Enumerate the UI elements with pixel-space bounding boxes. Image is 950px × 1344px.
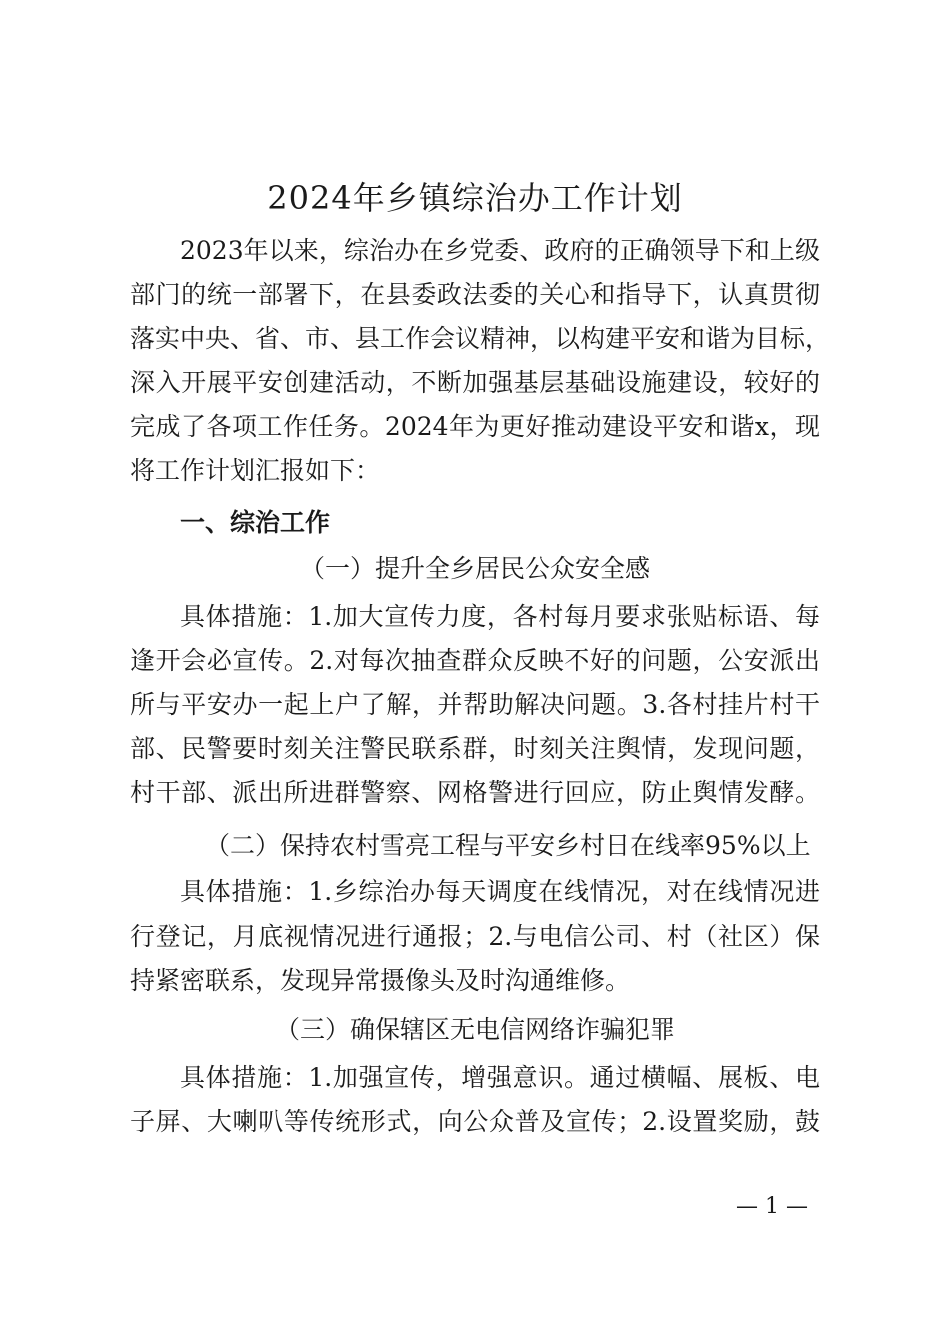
paragraph-line: 将工作计划汇报如下：	[130, 456, 381, 485]
paragraph-line: 完成了各项工作任务。2024年为更好推动建设平安和谐x，现	[130, 412, 820, 441]
paragraph-line: 具体措施：1.加强宣传，增强意识。通过横幅、展板、电	[180, 1063, 820, 1092]
paragraph-line: 所与平安办一起上户了解，并帮助解决问题。3.各村挂片村干	[130, 690, 820, 719]
subsection-heading: （二）保持农村雪亮工程与平安乡村日在线率95%以上	[205, 831, 811, 860]
paragraph-line: 深入开展平安创建活动，不断加强基层基础设施建设，较好的	[130, 368, 820, 397]
section-heading: 一、综治工作	[180, 508, 331, 537]
paragraph-line: 具体措施：1.加大宣传力度，各村每月要求张贴标语、每	[180, 602, 820, 631]
paragraph-line: 部、民警要时刻关注警民联系群，时刻关注舆情，发现问题，	[130, 734, 820, 763]
paragraph-line: 部门的统一部署下，在县委政法委的关心和指导下，认真贯彻	[130, 280, 820, 309]
document-title: 2024年乡镇综治办工作计划	[267, 179, 683, 217]
paragraph-line: 落实中央、省、市、县工作会议精神，以构建平安和谐为目标，	[130, 324, 831, 353]
paragraph-line: 村干部、派出所进群警察、网格警进行回应，防止舆情发酵。	[130, 778, 820, 807]
subsection-heading: （三）确保辖区无电信网络诈骗犯罪	[274, 1015, 675, 1044]
paragraph-line: 逢开会必宣传。2.对每次抽查群众反映不好的问题，公安派出	[130, 646, 820, 675]
paragraph-line: 具体措施：1.乡综治办每天调度在线情况，对在线情况进	[180, 877, 820, 906]
paragraph-line: 持紧密联系，发现异常摄像头及时沟通维修。	[130, 966, 631, 995]
paragraph-line: 2023年以来，综治办在乡党委、政府的正确领导下和上级	[180, 236, 820, 265]
page-number: — 1 —	[736, 1194, 808, 1219]
subsection-heading: （一）提升全乡居民公众安全感	[299, 554, 650, 583]
paragraph-line: 子屏、大喇叭等传统形式，向公众普及宣传；2.设置奖励，鼓	[130, 1107, 820, 1136]
paragraph-line: 行登记，月底视情况进行通报；2.与电信公司、村（社区）保	[130, 922, 820, 951]
